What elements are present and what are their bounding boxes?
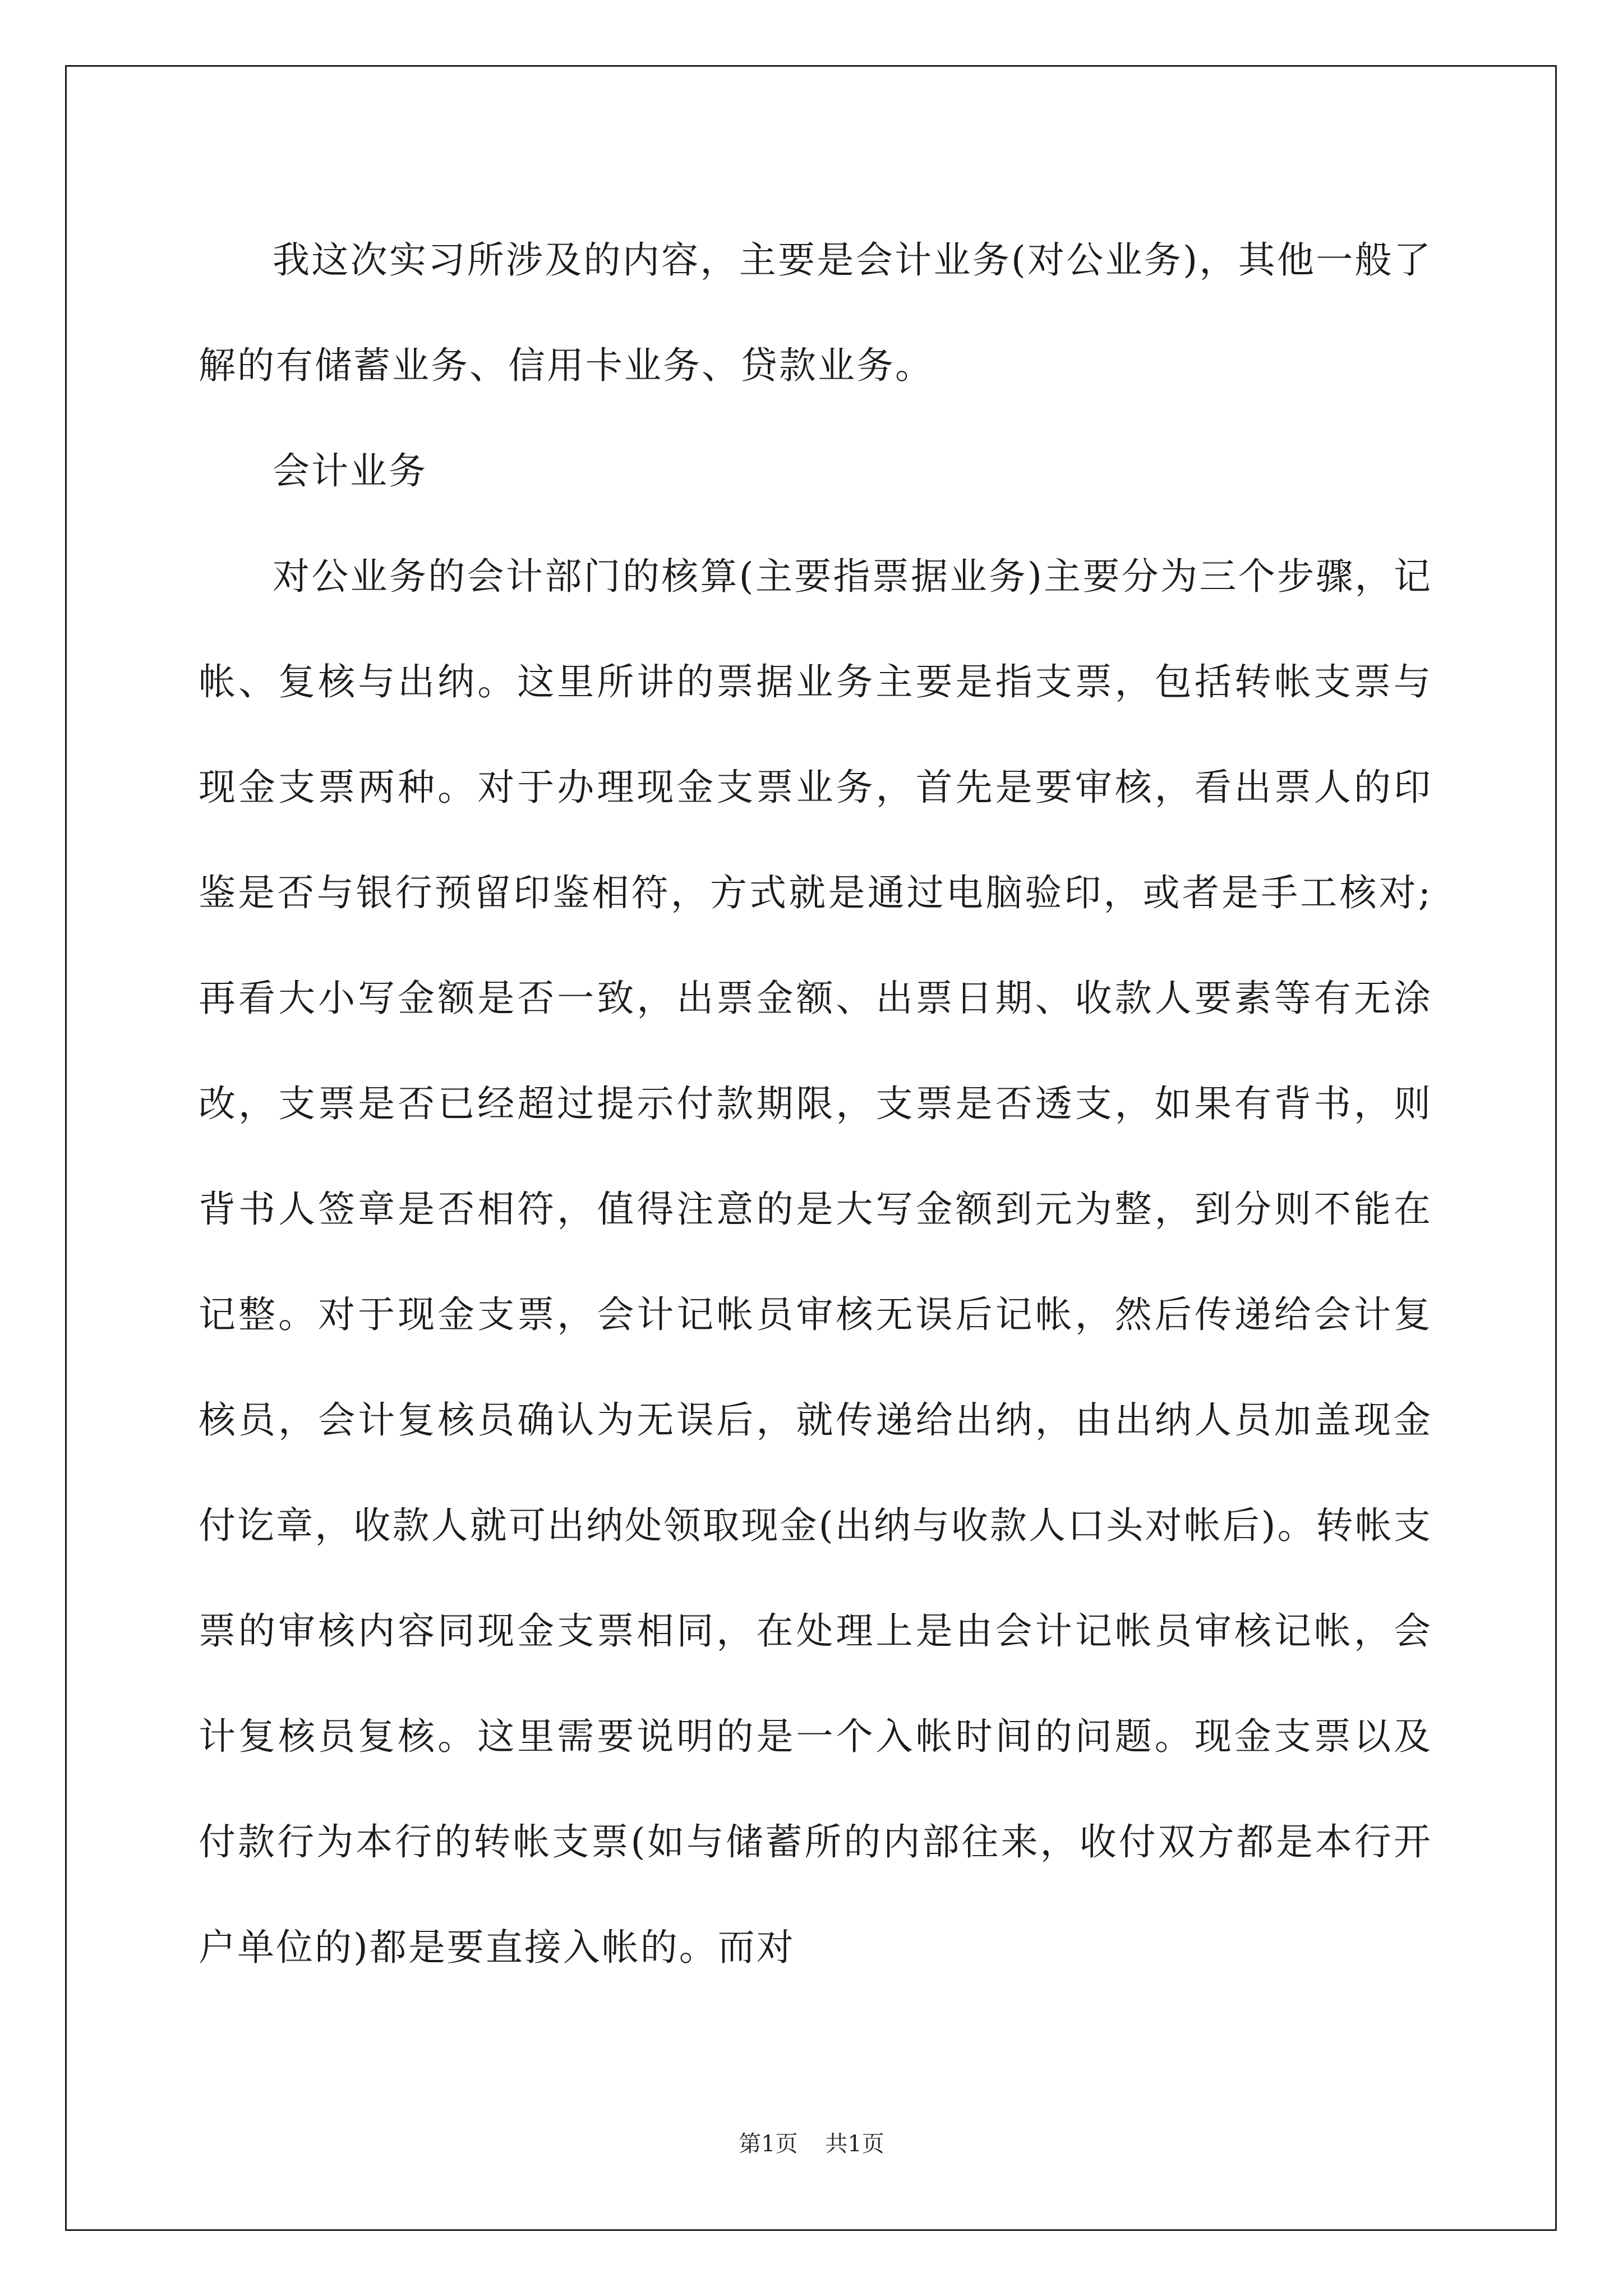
paragraph-corporate-accounting: 对公业务的会计部门的核算(主要指票据业务)主要分为三个步骤，记帐、复核与出纳。这里所讲的票据业务主要是指支票，包括转帐支票与现金支票两种。对于办理现金支票业务，首先是要审核，看出票人的印鉴是否与银行预留印鉴相符，方式就是通过电脑验印，或者是手工核对;再看大小写金额是否一致，出票金额、出票日期、收款人要素等有无涂改，支票是否已经超过提示付款期限，支票是否透支，如果有背书，则背书人签章是否相符，值得注意的是大写金额到元为整，到分则不能在记整。对于现金支票，会计记帐员审核无误后记帐，然后传递给会计复核员，会计复核员确认为无误后，就传递给出纳，由出纳人员加盖现金付讫章，收款人就可出纳处领取现金(出纳与收款人口头对帐后)。转帐支票的审核内容同现金支票相同，在处理上是由会计记帐员审核记帐，会计复核员复核。这里需要说明的是一个入帐时间的问题。现金支票以及付款行为本行的转帐支票(如与储蓄所的内部往来，收付双方都是本行开户单位的)都是要直接入帐的。而对 bbox=[199, 555, 1432, 1969]
paragraph-intro: 我这次实习所涉及的内容，主要是会计业务(对公业务)，其他一般了解的有储蓄业务、信用卡业务、贷款业务。 bbox=[199, 238, 1432, 387]
page-total: 共1页 bbox=[825, 2131, 884, 2157]
section-heading-accounting: 会计业务 bbox=[273, 449, 427, 493]
page-footer bbox=[0, 2126, 1623, 2158]
page-number: 第1页 bbox=[739, 2131, 798, 2157]
document-body bbox=[199, 208, 1432, 2000]
